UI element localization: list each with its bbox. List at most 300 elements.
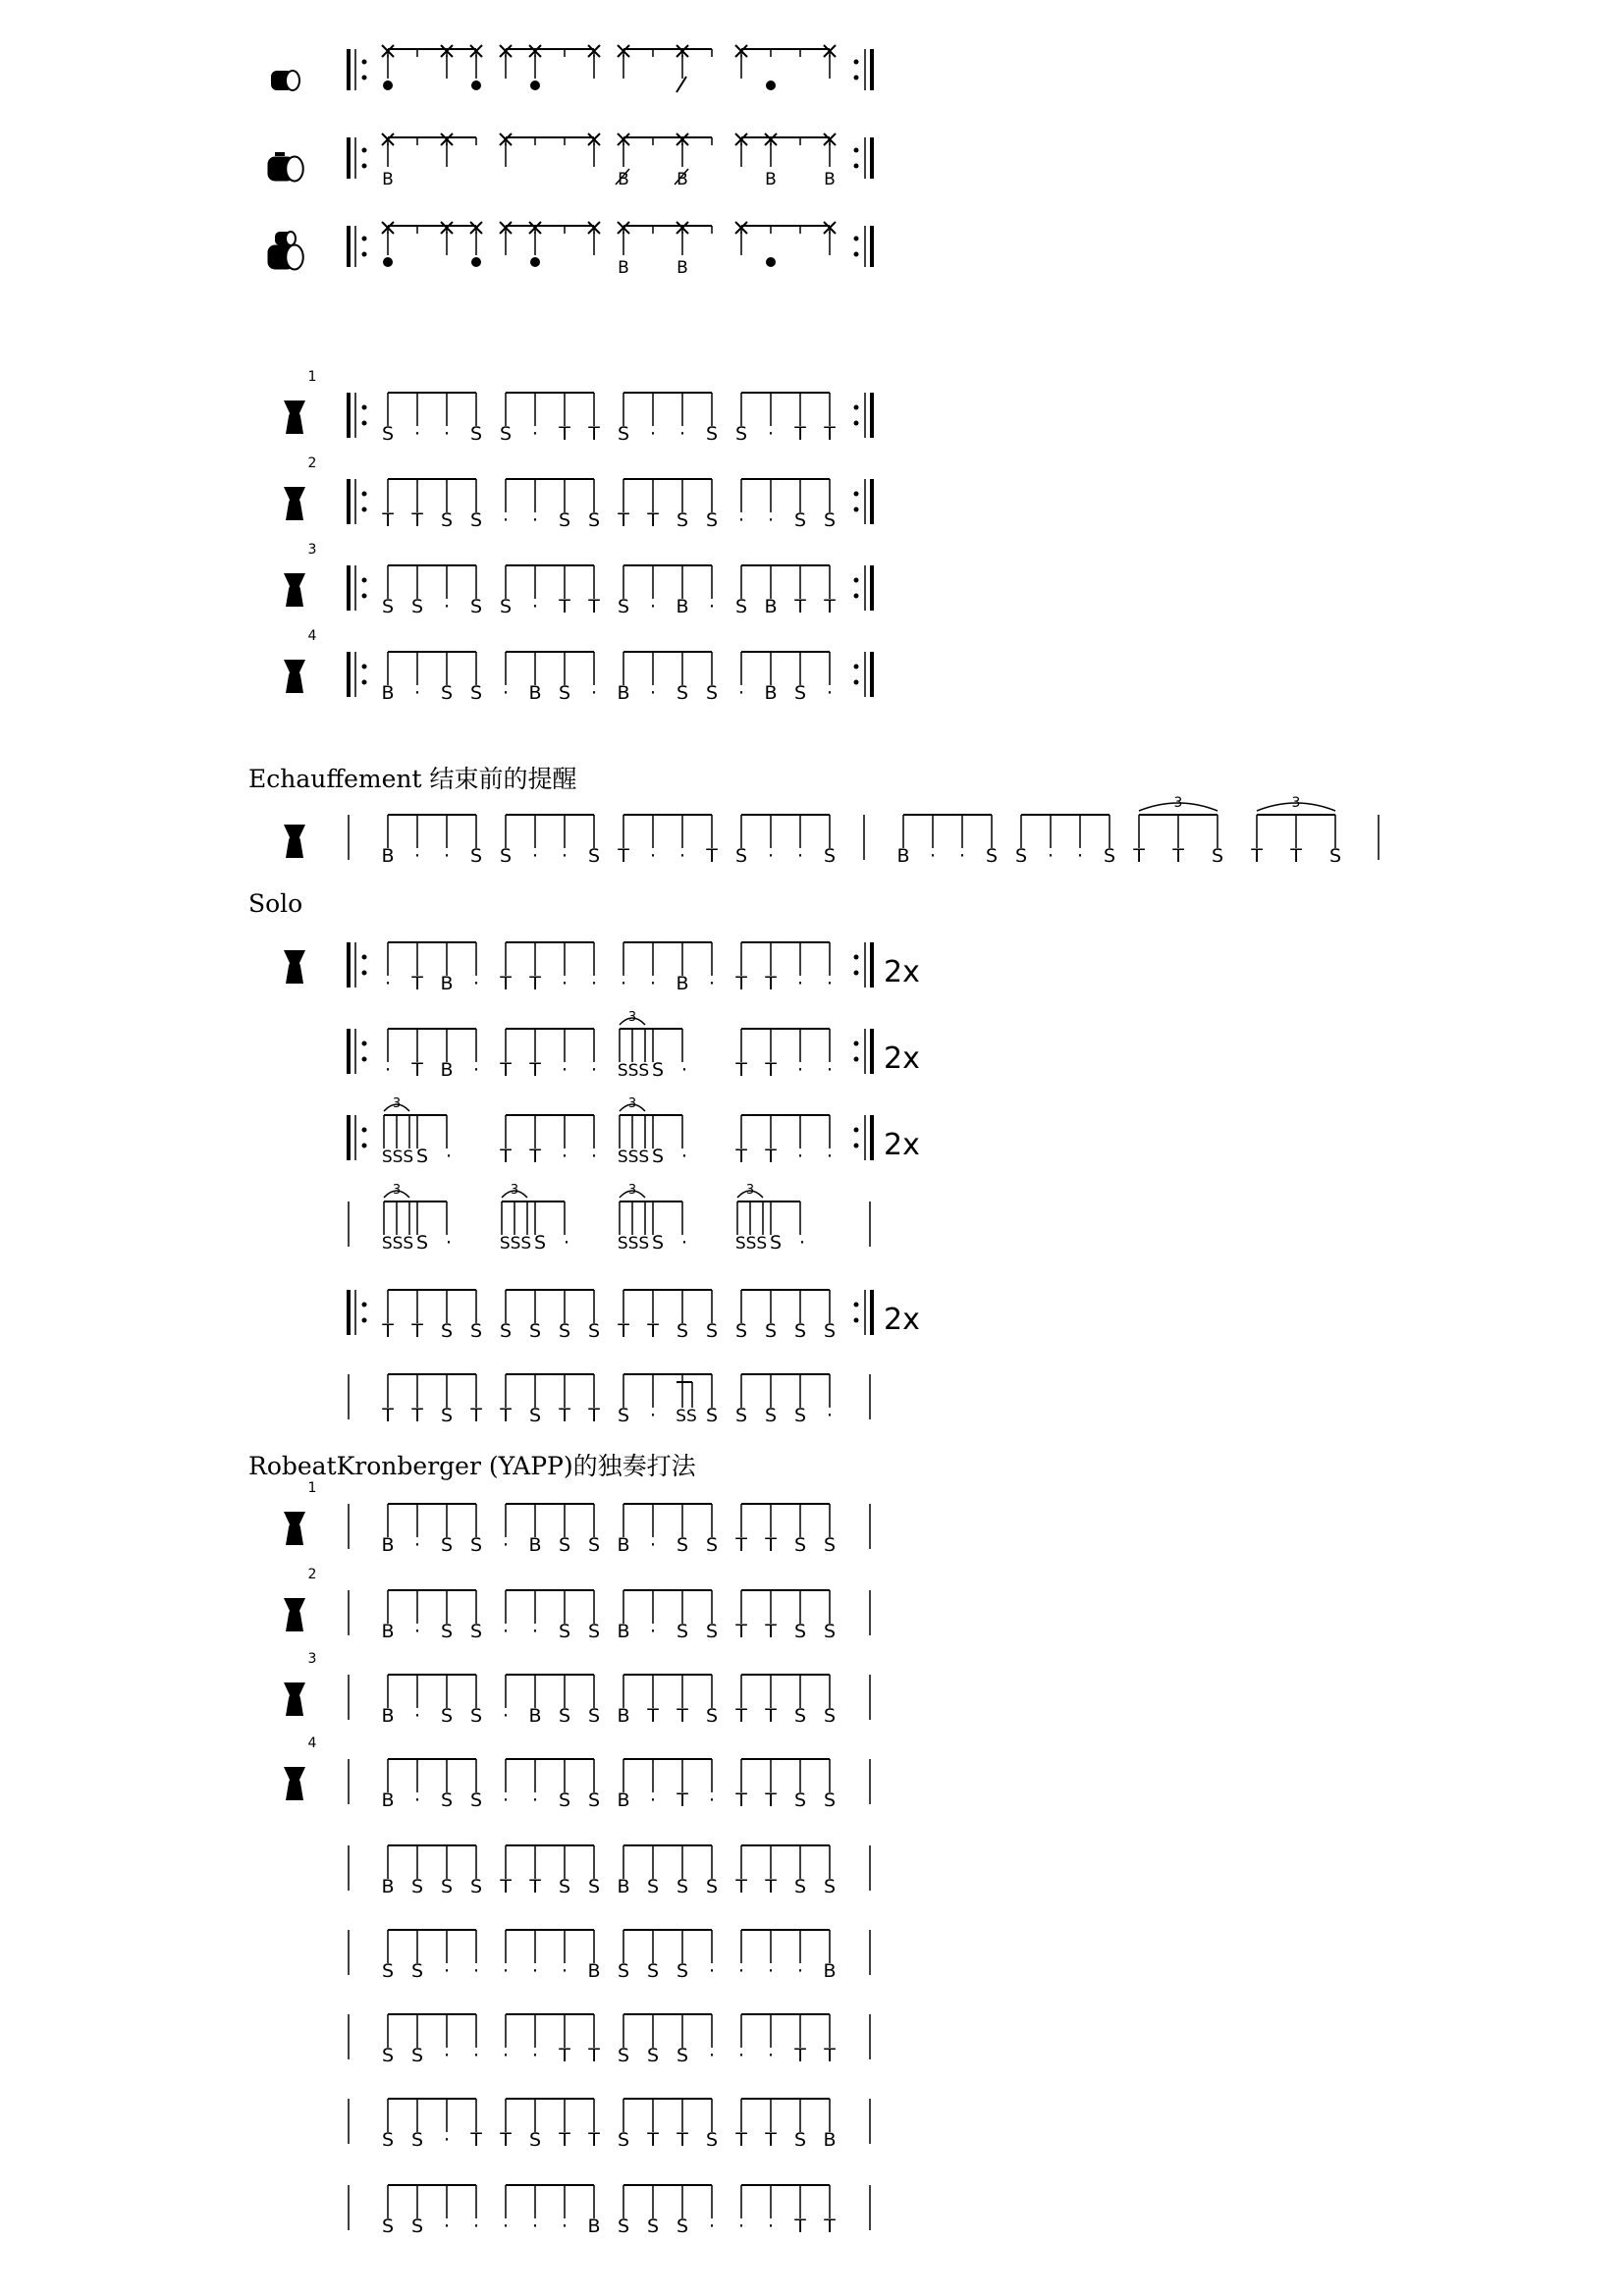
note-S: S xyxy=(769,1232,783,1254)
drum-head xyxy=(286,71,299,90)
note-S: S xyxy=(823,1621,837,1642)
solo-heading: Solo xyxy=(248,889,303,918)
note-S: S xyxy=(793,509,807,531)
note-B: B xyxy=(528,1705,542,1727)
rest-dot: · xyxy=(472,1059,480,1081)
triplet-mark: 3 xyxy=(745,1183,755,1198)
note-S: S xyxy=(528,1320,542,1342)
repeat-dot xyxy=(854,971,859,976)
rest-dot: · xyxy=(443,1960,451,1982)
note-S: S xyxy=(793,1876,807,1897)
rest-dot: · xyxy=(502,682,510,704)
djembe-icon xyxy=(284,660,305,693)
rest-dot: · xyxy=(531,1960,539,1982)
note-S: S xyxy=(734,1405,748,1426)
repeat-dot xyxy=(362,237,367,241)
repeat-dot xyxy=(362,680,367,685)
note-S: S xyxy=(646,2216,660,2237)
open-stroke xyxy=(471,80,481,90)
rest-dot: · xyxy=(649,1534,657,1556)
note-B: B xyxy=(381,1876,395,1897)
note-S: S xyxy=(440,509,454,531)
note-B: B xyxy=(617,1534,630,1556)
note-S: S xyxy=(410,596,424,617)
repeat-dot xyxy=(854,665,859,669)
note-B: B xyxy=(618,258,629,278)
note-S: S xyxy=(617,1960,630,1982)
note-T: T xyxy=(411,509,423,531)
repeat-dot xyxy=(362,492,367,497)
rest-dot: · xyxy=(590,973,598,994)
rest-dot: · xyxy=(590,682,598,704)
note-B: B xyxy=(896,845,910,867)
drum-head xyxy=(286,245,303,270)
rest-dot: · xyxy=(767,845,775,867)
note-T: T xyxy=(794,2045,806,2066)
note-S: S xyxy=(528,2129,542,2151)
rest-dot: · xyxy=(413,1621,421,1642)
rest-dot: · xyxy=(708,973,716,994)
drum-head xyxy=(286,157,303,182)
open-stroke xyxy=(530,80,540,90)
repeat-dot xyxy=(362,76,367,80)
note-T: T xyxy=(559,596,570,617)
note-T: T xyxy=(559,2045,570,2066)
rest-dot: · xyxy=(561,2216,568,2237)
note-S: S xyxy=(617,596,630,617)
note-S: S xyxy=(410,1876,424,1897)
note-S: S xyxy=(734,596,748,617)
part-number: 3 xyxy=(307,542,317,558)
repeat-dot xyxy=(854,507,859,512)
rest-dot: · xyxy=(443,2045,451,2066)
drum-head xyxy=(286,232,296,245)
note-T: T xyxy=(559,1405,570,1426)
note-S: S xyxy=(676,1621,689,1642)
rest-dot: · xyxy=(649,845,657,867)
note-S: S xyxy=(440,1405,454,1426)
rest-dot: · xyxy=(443,596,451,617)
rest-dot: · xyxy=(561,1146,568,1167)
repeat-dot xyxy=(362,1041,367,1046)
note-B: B xyxy=(382,170,394,189)
rest-dot: · xyxy=(708,2216,716,2237)
rest-dot: · xyxy=(708,2045,716,2066)
repeat-dot xyxy=(854,252,859,257)
note-T: T xyxy=(735,1876,747,1897)
rest-dot: · xyxy=(443,2216,451,2237)
note-B: B xyxy=(824,170,836,189)
rest-dot: · xyxy=(531,1621,539,1642)
note-T: T xyxy=(588,2045,600,2066)
note-T: T xyxy=(677,2129,688,2151)
repeat-dot xyxy=(362,405,367,410)
note-T: T xyxy=(1133,845,1145,867)
repeat-dot xyxy=(854,148,859,153)
djembe-icon xyxy=(284,1512,305,1545)
note-S: S xyxy=(410,1960,424,1982)
rest-dot: · xyxy=(796,1146,804,1167)
note-S: S xyxy=(410,2129,424,2151)
note-T: T xyxy=(735,1705,747,1727)
note-SS: SS xyxy=(676,1407,697,1426)
note-S: S xyxy=(469,423,483,445)
note-T: T xyxy=(794,2216,806,2237)
note-T: T xyxy=(765,1621,777,1642)
note-S: S xyxy=(705,423,719,445)
note-B: B xyxy=(617,1876,630,1897)
repeat-dot xyxy=(854,492,859,497)
note-S: S xyxy=(558,1320,571,1342)
note-B: B xyxy=(617,682,630,704)
rest-dot: · xyxy=(649,973,657,994)
rest-dot: · xyxy=(531,596,539,617)
repeat-dot xyxy=(854,1057,859,1062)
djembe-icon xyxy=(284,1767,305,1800)
djembe-icon xyxy=(284,950,305,984)
note-S: S xyxy=(793,1320,807,1342)
note-B: B xyxy=(823,1960,837,1982)
rest-dot: · xyxy=(502,1534,510,1556)
note-T: T xyxy=(500,1405,512,1426)
note-SSS: SSS xyxy=(381,1234,414,1254)
rest-dot: · xyxy=(649,423,657,445)
repeat-dot xyxy=(362,1303,367,1308)
repeat-dot xyxy=(854,76,859,80)
repeat-dot xyxy=(854,1128,859,1133)
triplet-mark: 3 xyxy=(392,1183,402,1198)
note-S: S xyxy=(381,423,395,445)
rest-dot: · xyxy=(590,1146,598,1167)
note-T: T xyxy=(382,1320,394,1342)
note-S: S xyxy=(646,2045,660,2066)
note-T: T xyxy=(765,1146,777,1167)
rest-dot: · xyxy=(531,1789,539,1811)
triplet-mark: 3 xyxy=(1173,795,1183,811)
note-S: S xyxy=(469,1705,483,1727)
rest-dot: · xyxy=(502,2216,510,2237)
note-S: S xyxy=(793,1405,807,1426)
rest-dot: · xyxy=(767,2216,775,2237)
note-S: S xyxy=(764,1320,778,1342)
rest-dot: · xyxy=(413,1534,421,1556)
rest-dot: · xyxy=(413,682,421,704)
djembe-icon xyxy=(284,573,305,607)
note-T: T xyxy=(647,1320,659,1342)
open-stroke xyxy=(530,257,540,267)
note-T: T xyxy=(500,973,512,994)
rest-dot: · xyxy=(649,1405,657,1426)
note-S: S xyxy=(1014,845,1028,867)
rest-dot: · xyxy=(531,845,539,867)
repeat-dot xyxy=(854,680,859,685)
note-S: S xyxy=(415,1146,429,1167)
note-S: S xyxy=(440,682,454,704)
rest-dot: · xyxy=(561,845,568,867)
note-S: S xyxy=(793,682,807,704)
note-B: B xyxy=(381,845,395,867)
repeat-dot xyxy=(362,971,367,976)
repeat-count: 2x xyxy=(884,1128,920,1162)
rest-dot: · xyxy=(680,1232,688,1254)
rest-dot: · xyxy=(502,509,510,531)
note-SSS: SSS xyxy=(617,1061,650,1081)
note-T: T xyxy=(559,423,570,445)
note-T: T xyxy=(647,1705,659,1727)
open-stroke xyxy=(471,257,481,267)
note-S: S xyxy=(558,1876,571,1897)
rest-dot: · xyxy=(796,973,804,994)
rest-dot: · xyxy=(620,973,627,994)
note-S: S xyxy=(705,1405,719,1426)
note-S: S xyxy=(617,2045,630,2066)
rest-dot: · xyxy=(708,1960,716,1982)
note-T: T xyxy=(735,1534,747,1556)
note-T: T xyxy=(500,1876,512,1897)
note-T: T xyxy=(618,845,629,867)
note-S: S xyxy=(558,1705,571,1727)
note-B: B xyxy=(528,682,542,704)
note-T: T xyxy=(794,423,806,445)
note-S: S xyxy=(793,1534,807,1556)
repeat-dot xyxy=(362,148,367,153)
note-T: T xyxy=(618,509,629,531)
rest-dot: · xyxy=(826,1405,834,1426)
rest-dot: · xyxy=(563,1232,570,1254)
note-S: S xyxy=(617,2216,630,2237)
note-S: S xyxy=(469,1876,483,1897)
note-S: S xyxy=(469,509,483,531)
rest-dot: · xyxy=(502,1960,510,1982)
note-T: T xyxy=(588,423,600,445)
repeat-dot xyxy=(854,594,859,599)
note-T: T xyxy=(588,1405,600,1426)
note-S: S xyxy=(533,1232,547,1254)
note-S: S xyxy=(651,1146,665,1167)
note-S: S xyxy=(676,2216,689,2237)
open-stroke xyxy=(383,80,393,90)
rest-dot: · xyxy=(561,1059,568,1081)
note-S: S xyxy=(381,2045,395,2066)
rest-dot: · xyxy=(472,2045,480,2066)
part-number: 4 xyxy=(307,1735,317,1751)
triplet-mark: 3 xyxy=(627,1183,637,1198)
note-B: B xyxy=(381,1534,395,1556)
repeat-count: 2x xyxy=(884,955,920,989)
note-S: S xyxy=(705,2129,719,2151)
rest-dot: · xyxy=(443,423,451,445)
note-S: S xyxy=(823,1705,837,1727)
note-T: T xyxy=(794,596,806,617)
note-S: S xyxy=(587,1876,601,1897)
repeat-dot xyxy=(854,1303,859,1308)
rest-dot: · xyxy=(384,973,392,994)
note-B: B xyxy=(528,1534,542,1556)
rest-dot: · xyxy=(737,682,745,704)
note-S: S xyxy=(734,845,748,867)
rest-dot: · xyxy=(737,1960,745,1982)
note-S: S xyxy=(469,596,483,617)
note-T: T xyxy=(618,1320,629,1342)
note-S: S xyxy=(440,1705,454,1727)
note-S: S xyxy=(617,1405,630,1426)
rest-dot: · xyxy=(826,682,834,704)
rest-dot: · xyxy=(767,2045,775,2066)
note-T: T xyxy=(411,1320,423,1342)
note-B: B xyxy=(381,1789,395,1811)
repeat-count: 2x xyxy=(884,1303,920,1337)
note-B: B xyxy=(765,170,777,189)
repeat-dot xyxy=(362,1144,367,1148)
note-S: S xyxy=(558,1789,571,1811)
note-S: S xyxy=(558,509,571,531)
note-B: B xyxy=(764,596,778,617)
djembe-icon xyxy=(284,1682,305,1716)
note-S: S xyxy=(415,1232,429,1254)
note-SSS: SSS xyxy=(499,1234,532,1254)
rest-dot: · xyxy=(443,2129,451,2151)
rest-dot: · xyxy=(472,1960,480,1982)
note-S: S xyxy=(499,596,513,617)
rest-dot: · xyxy=(796,845,804,867)
repeat-dot xyxy=(854,1144,859,1148)
note-T: T xyxy=(735,1621,747,1642)
rest-dot: · xyxy=(649,1789,657,1811)
rest-dot: · xyxy=(929,845,937,867)
note-B: B xyxy=(617,1621,630,1642)
rest-dot: · xyxy=(502,1621,510,1642)
repeat-dot xyxy=(362,1128,367,1133)
rest-dot: · xyxy=(767,1960,775,1982)
rest-dot: · xyxy=(531,2045,539,2066)
note-T: T xyxy=(529,1146,541,1167)
note-S: S xyxy=(705,682,719,704)
note-S: S xyxy=(528,1405,542,1426)
note-B: B xyxy=(764,682,778,704)
open-stroke xyxy=(766,257,776,267)
note-S: S xyxy=(499,845,513,867)
note-T: T xyxy=(824,423,836,445)
note-S: S xyxy=(381,2216,395,2237)
note-T: T xyxy=(470,2129,482,2151)
note-T: T xyxy=(765,1705,777,1727)
note-S: S xyxy=(587,1789,601,1811)
part-number: 2 xyxy=(307,455,317,471)
note-S: S xyxy=(793,2129,807,2151)
note-B: B xyxy=(587,1960,601,1982)
note-S: S xyxy=(558,682,571,704)
rest-dot: · xyxy=(767,423,775,445)
note-B: B xyxy=(677,258,688,278)
note-T: T xyxy=(1290,845,1302,867)
rest-dot: · xyxy=(502,1789,510,1811)
part-number: 1 xyxy=(307,369,317,385)
note-T: T xyxy=(735,973,747,994)
note-S: S xyxy=(734,423,748,445)
note-S: S xyxy=(617,423,630,445)
repeat-dot xyxy=(362,955,367,960)
note-S: S xyxy=(705,509,719,531)
note-S: S xyxy=(440,1876,454,1897)
rest-dot: · xyxy=(561,973,568,994)
repeat-count: 2x xyxy=(884,1041,920,1076)
note-T: T xyxy=(824,2216,836,2237)
note-S: S xyxy=(499,423,513,445)
note-S: S xyxy=(651,1232,665,1254)
note-T: T xyxy=(529,1876,541,1897)
note-T: T xyxy=(765,973,777,994)
note-T: T xyxy=(677,1789,688,1811)
part-number: 4 xyxy=(307,628,317,644)
rest-dot: · xyxy=(826,1146,834,1167)
rest-dot: · xyxy=(796,1059,804,1081)
open-stroke xyxy=(383,257,393,267)
rest-dot: · xyxy=(531,2216,539,2237)
rest-dot: · xyxy=(445,1232,453,1254)
note-S: S xyxy=(587,509,601,531)
note-T: T xyxy=(647,2129,659,2151)
note-B: B xyxy=(440,973,454,994)
repeat-dot xyxy=(854,405,859,410)
note-B: B xyxy=(617,1705,630,1727)
rest-dot: · xyxy=(1047,845,1055,867)
rest-dot: · xyxy=(649,682,657,704)
note-S: S xyxy=(1211,845,1224,867)
note-S: S xyxy=(734,1320,748,1342)
note-T: T xyxy=(765,1876,777,1897)
note-S: S xyxy=(705,1534,719,1556)
note-S: S xyxy=(1103,845,1116,867)
note-B: B xyxy=(676,973,689,994)
rest-dot: · xyxy=(384,1059,392,1081)
note-S: S xyxy=(823,509,837,531)
note-S: S xyxy=(823,1320,837,1342)
note-S: S xyxy=(705,1705,719,1727)
note-S: S xyxy=(646,1876,660,1897)
note-S: S xyxy=(410,2216,424,2237)
note-S: S xyxy=(440,1789,454,1811)
rest-dot: · xyxy=(649,596,657,617)
note-SSS: SSS xyxy=(617,1234,650,1254)
note-S: S xyxy=(587,1534,601,1556)
note-T: T xyxy=(735,2129,747,2151)
rest-dot: · xyxy=(649,1621,657,1642)
rest-dot: · xyxy=(561,1960,568,1982)
note-S: S xyxy=(469,682,483,704)
note-B: B xyxy=(440,1059,454,1081)
note-S: S xyxy=(558,1621,571,1642)
note-S: S xyxy=(587,1320,601,1342)
note-S: S xyxy=(469,1789,483,1811)
note-S: S xyxy=(587,1705,601,1727)
note-T: T xyxy=(824,596,836,617)
repeat-dot xyxy=(854,164,859,169)
note-T: T xyxy=(529,973,541,994)
part-number: 1 xyxy=(307,1480,317,1496)
open-stroke xyxy=(766,80,776,90)
note-S: S xyxy=(558,1534,571,1556)
note-S: S xyxy=(705,1320,719,1342)
note-SSS: SSS xyxy=(734,1234,768,1254)
note-S: S xyxy=(617,2129,630,2151)
repeat-dot xyxy=(854,1041,859,1046)
note-B: B xyxy=(381,1621,395,1642)
repeat-dot xyxy=(362,252,367,257)
repeat-dot xyxy=(362,421,367,426)
rest-dot: · xyxy=(708,1789,716,1811)
note-S: S xyxy=(823,845,837,867)
repeat-dot xyxy=(854,1318,859,1323)
